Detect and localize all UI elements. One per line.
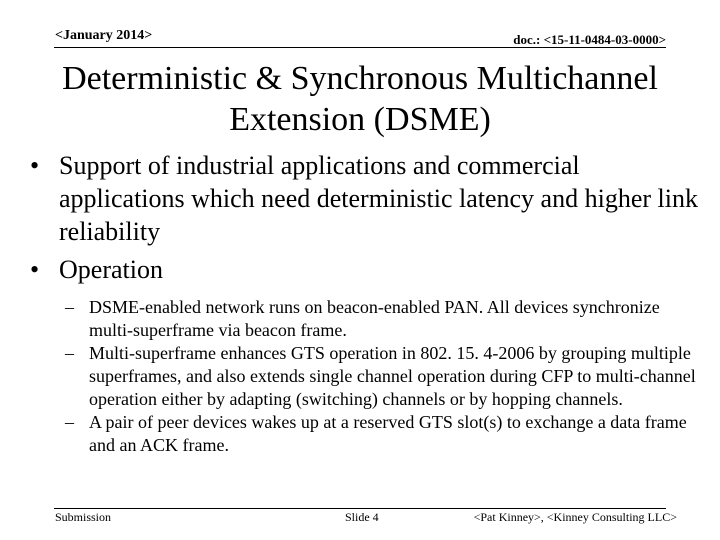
sub-bullet-text: Multi-superframe enhances GTS operation in 802. 15. 4-2006 by grouping multiple superframes, and also extends single channel operation during CFP to multi-channel operation either by adapting (switching) channels or by hopping channels. [89,343,696,409]
footer-divider [54,508,666,509]
bullet-text: Support of industrial applications and commercial applications which need deterministic latency and higher link reliability [59,151,698,246]
footer-submission: Submission [55,510,112,524]
bullet-list [28,149,708,457]
slide-title [24,58,696,140]
footer-author: <Pat Kinney>, <Kinney Consulting LLC> [473,510,677,524]
bullet-item-support [28,149,708,248]
dash-marker: – [65,343,74,363]
sub-bullet-text: A pair of peer devices wakes up at a reserved GTS slot(s) to exchange a data frame and an ACK frame. [89,412,687,455]
sub-bullet-item [28,342,699,411]
dash-marker: – [65,412,74,432]
header-date: <January 2014> [55,28,153,43]
slide-title-line-1: Deterministic & Synchronous Multichannel [62,60,658,97]
slide-title-line-2: Extension (DSME) [229,101,491,138]
sub-bullet-text: DSME-enabled network runs on beacon-enabled PAN. All devices synchronize multi-superframe via beacon frame. [89,297,660,340]
header-doc-id: doc.: <15-11-0484-03-0000> [513,32,666,47]
bullet-text: Operation [59,255,163,284]
footer-slide-number: Slide 4 [345,510,379,524]
sub-bullet-list [28,296,708,457]
bullet-marker: • [30,151,40,180]
header-divider [54,47,666,48]
sub-bullet-item [28,296,699,342]
bullet-item-operation [28,253,708,286]
dash-marker: – [65,297,74,317]
sub-bullet-item [28,411,699,457]
bullet-marker: • [30,255,40,284]
